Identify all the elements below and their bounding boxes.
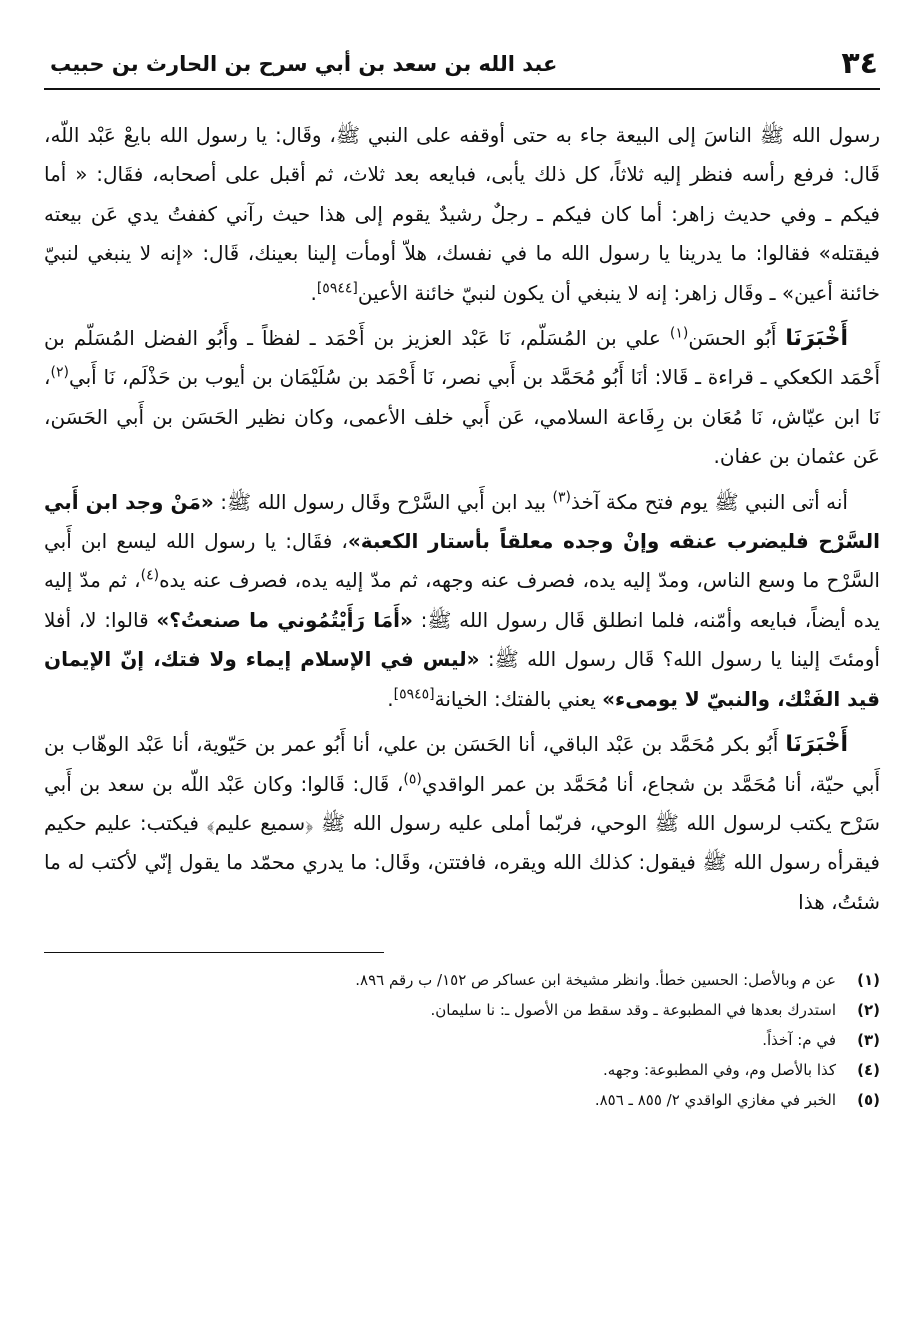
footnote xyxy=(44,965,880,995)
paragraph xyxy=(44,319,880,477)
footnote-number: (٤) xyxy=(857,1061,880,1080)
hadith-quote: «ليس في الإسلام إيماء ولا فتك، إنّ الإيمان قيد الفَتْك، والنبيّ لا يومىء» xyxy=(44,647,880,711)
footnote-number: (٣) xyxy=(857,1031,880,1050)
text-run: علي بن المُسَلّم، نَا عَبْد العزيز بن أَحْمَد ـ لفظاً ـ وأَبُو الفضل المُسَلّم بن أَحْمَد الكعكي ـ قراءة ـ قَالا: أنَا أَبُو مُحَمَّد بن أَبي نصر، نَا أَحْمَد بن سُلَيْمَان بن أيوب بن حَذْلَم، نَا أَبي xyxy=(44,326,880,390)
footnote-text: عن م وبالأصل: الحسين خطأ. وانظر مشيخة ابن عساكر ص ١٥٢/ ب رقم ٨٩٦. xyxy=(355,971,836,990)
footnote xyxy=(44,995,880,1025)
footnote-number: (١) xyxy=(857,971,880,990)
text-run: ، ثم مدّ إليه يده أيضاً، فبايعه وأمّنه، فلما انطلق قَال رسول الله ﷺ: xyxy=(44,568,881,632)
footnote-reference: (٤) xyxy=(140,567,160,584)
paragraph xyxy=(44,116,880,313)
text-run: . xyxy=(310,280,317,305)
footnote-text: الخبر في مغازي الواقدي ٢/ ٨٥٥ ـ ٨٥٦. xyxy=(594,1091,836,1110)
footnote xyxy=(44,1085,880,1115)
text-run: . xyxy=(387,686,394,711)
text-run: رسول الله ﷺ الناسَ إلى البيعة جاء به حتى أوقفه على النبي ﷺ، وقَال: يا رسول الله بايعْ عَبْد اللّه، قَال: فرفع رأسه فنظر إليه ثلاثاً، كل ذلك يأبى، فبايعه بعد ثلاث، ثم أقبل على أصحابه، فقَال: « أما فيكم ـ وفي حديث زاهر: أما كان فيكم ـ رجلٌ رشيدٌ يقوم إلى هذا حيث رآني كففتُ يدي عَن بيعته فيقتله» فقالوا: ما يدرينا يا رسول الله ما في نفسك، هلاّ أومأت إلينا بعينك، قَال: «إنه لا ينبغي لنبيّ خائنة أعين» ـ وقَال زاهر: إنه لا ينبغي أن يكون لنبيّ خائنة الأعين xyxy=(44,123,880,305)
footnote-reference: (٢) xyxy=(50,364,69,381)
text-run: ، نَا ابن عيّاش، نَا مُعَان بن رِفَاعة السلامي، عَن أَبي خلف الأعمى، وكان نظير الحَسَن بن أَبي الحَسَن، عَن عثمان بن عفان. xyxy=(44,365,880,469)
footnote-number: (٢) xyxy=(857,1001,880,1020)
footnotes xyxy=(44,965,880,1115)
footnote-reference: (٥) xyxy=(403,770,422,787)
hadith-quote: «مَنْ وجد ابن أَبي السَّرْح فليضرب عنقه وإنْ وجده معلقاً بأستار الكعبة» xyxy=(44,489,880,554)
text-run: أنه أتى النبي ﷺ يوم فتح مكة آخذ xyxy=(570,489,848,514)
footnote-reference: [٥٩٤٥] xyxy=(393,686,435,703)
footnote-rule xyxy=(44,952,384,953)
footnote-number: (٥) xyxy=(857,1091,880,1110)
page-header xyxy=(44,40,880,90)
text-run: أَبُو بكر مُحَمَّد بن عَبْد الباقي، أنا الحَسَن بن علي، أنا أَبُو عمر بن حَيّوية، أنا عَبْد الوهّاب بن أَبي حيّة، أنا مُحَمَّد بن شجاع، أنا مُحَمَّد بن عمر الواقدي xyxy=(44,732,880,796)
document-page xyxy=(44,40,880,1115)
text-run: ، فقَال: يا رسول الله ليسع ابن أَبي السَّرْح ما وسع الناس، ومدّ إليه يده، فصرف عنه وجهه، ثم مدّ إليه يده، فصرف عنه يده xyxy=(44,529,880,593)
running-title: عبد الله بن سعد بن أبي سرح بن الحارث بن حبيب xyxy=(50,52,558,76)
footnote xyxy=(44,1025,880,1055)
lead-word: أَخْبَرَنَا xyxy=(785,326,849,352)
page-number: ٣٤ xyxy=(841,46,878,81)
lead-word: أَخْبَرَنَا xyxy=(785,732,848,758)
footnote-reference: (٣) xyxy=(552,489,571,505)
footnote-text: كذا بالأصل وم، وفي المطبوعة: وجهه. xyxy=(603,1061,836,1080)
footnote-reference: (١) xyxy=(669,325,689,342)
text-run: ، قَال: قَالوا: وكان عَبْد اللّه بن سعد بن أَبي سَرْح يكتب لرسول الله ﷺ الوحي، فربّما أملى عليه رسول الله ﷺ ﴿سميع عليم﴾ فيكتب: عليم حكيم فيقرأه رسول الله ﷺ فيقول: كذلك الله ويقره، فافتتن، وقَال: ما يدري محمّد ما يقول إنّي لأكتب له ما شئتُ، هذا xyxy=(44,771,880,914)
footnote-reference: [٥٩٤٤] xyxy=(316,279,358,296)
footnote-text: استدرك بعدها في المطبوعة ـ وقد سقط من الأصول ـ: نا سليمان. xyxy=(430,1001,836,1020)
text-run: قالوا: لا، أفلا أومئتَ إلينا يا رسول الله؟ قَال رسول الله ﷺ: xyxy=(44,607,880,672)
text-run: أَبُو الحسَن xyxy=(688,326,786,351)
paragraph xyxy=(44,725,880,922)
footnote-text: في م: آخذاً. xyxy=(762,1031,836,1050)
main-text xyxy=(44,116,880,922)
paragraph xyxy=(44,483,880,719)
footnote xyxy=(44,1055,880,1085)
text-run: يعني بالفتك: الخيانة xyxy=(434,686,603,711)
text-run: بيد ابن أَبي السَّرْح وقَال رسول الله ﷺ: xyxy=(213,489,553,514)
hadith-quote: «أَمَا رَأَيْتُمُوني ما صنعتُ؟» xyxy=(156,607,413,632)
